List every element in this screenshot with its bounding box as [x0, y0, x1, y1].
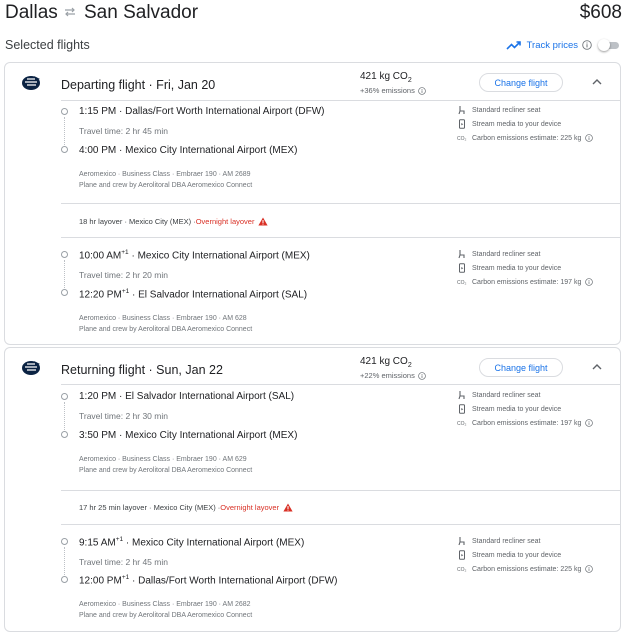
- operator-note: Plane and crew by Aerolitoral DBA Aeromexico Connect: [79, 182, 253, 189]
- chevron-up-icon[interactable]: [592, 78, 602, 85]
- phone-icon: [457, 119, 467, 129]
- amenity-seat: Standard recliner seat: [457, 104, 540, 116]
- departure-dot: [61, 393, 68, 400]
- amenity-emissions: CO₂ Carbon emissions estimate: 197 kg: [457, 276, 593, 288]
- trending-up-icon: [506, 39, 522, 51]
- phone-icon: [457, 404, 467, 414]
- operator-note: Plane and crew by Aerolitoral DBA Aeromexico Connect: [79, 326, 253, 333]
- travel-time: Travel time: 2 hr 20 min: [79, 270, 168, 280]
- arrival-row: 12:00 $PM^{+1}$ · Dallas/Fort Worth International Airport (DFW): [79, 574, 338, 587]
- total-price: $608: [579, 2, 622, 23]
- amenity-seat: Standard recliner seat: [457, 248, 540, 260]
- operator-note: Plane and crew by Aerolitoral DBA Aeromexico Connect: [79, 467, 253, 474]
- amenity-stream: Stream media to your device: [457, 549, 561, 561]
- destination-city: San Salvador: [84, 2, 199, 23]
- flight-details: Aeromexico · Business Class · Embraer 190 · AM 2682: [79, 601, 251, 608]
- divider: [61, 524, 620, 525]
- departure-row: 9:15 $AM^{+1}$ · Mexico City International Airport (MEX): [79, 536, 305, 549]
- departure-dot: [61, 251, 68, 258]
- chevron-up-icon[interactable]: [592, 363, 602, 370]
- amenity-emissions: CO₂ Carbon emissions estimate: 225 kg: [457, 563, 593, 575]
- arrival-row: 3:50 PM · Mexico City International Airport (MEX): [79, 430, 298, 441]
- co2-icon: [457, 133, 467, 143]
- travel-time: Travel time: 2 hr 45 min: [79, 126, 168, 136]
- route-line: [64, 547, 65, 575]
- info-icon[interactable]: [585, 419, 593, 427]
- co2-icon: [457, 418, 467, 428]
- info-icon[interactable]: [582, 40, 592, 50]
- departure-dot: [61, 108, 68, 115]
- co2-icon: [457, 277, 467, 287]
- amenity-stream: Stream media to your device: [457, 262, 561, 274]
- track-prices-control[interactable]: [506, 37, 620, 53]
- origin-city: Dallas: [5, 2, 58, 23]
- info-icon[interactable]: [418, 372, 426, 380]
- route-line: [64, 117, 65, 145]
- departure-row: 1:15 PM · Dallas/Fort Worth International Airport (DFW): [79, 106, 325, 117]
- co2-emissions: 421 kg $CO_2$: [360, 356, 412, 369]
- departing-flight-card: [4, 62, 621, 345]
- co2-emissions: 421 kg $CO_2$: [360, 71, 412, 84]
- aeromexico-logo-icon: [20, 358, 44, 378]
- divider: [61, 203, 620, 204]
- change-returning-flight-button[interactable]: Change flight: [479, 358, 563, 377]
- departing-flight-title: Departing flight · Fri, Jan 20: [61, 78, 216, 92]
- returning-flight-title: Returning flight · Sun, Jan 22: [61, 363, 223, 377]
- departure-row: 1:20 PM · El Salvador International Airport (SAL): [79, 391, 295, 402]
- divider: [61, 100, 620, 101]
- layover-info: 17 hr 25 min layover · Mexico City (MEX) · Overnight layover: [79, 503, 293, 512]
- flight-details: Aeromexico · Business Class · Embraer 190 · AM 2689: [79, 171, 251, 178]
- travel-time: Travel time: 2 hr 45 min: [79, 557, 168, 567]
- divider: [61, 237, 620, 238]
- warning-icon: [258, 217, 268, 226]
- arrival-dot: [61, 289, 68, 296]
- seat-icon: [457, 105, 467, 115]
- amenity-emissions: CO₂ Carbon emissions estimate: 197 kg: [457, 417, 593, 429]
- seat-icon: [457, 536, 467, 546]
- arrival-dot: [61, 431, 68, 438]
- aeromexico-logo-icon: [20, 73, 44, 93]
- amenity-emissions: CO₂ Carbon emissions estimate: 225 kg: [457, 132, 593, 144]
- returning-flight-card: [4, 347, 621, 632]
- arrival-row: 12:20 $PM^{+1} \cdot El$ Salvador International Airport (SAL): [79, 288, 308, 301]
- info-icon[interactable]: [585, 134, 593, 142]
- phone-icon: [457, 550, 467, 560]
- travel-time: Travel time: 2 hr 30 min: [79, 411, 168, 421]
- info-icon[interactable]: [418, 87, 426, 95]
- co2-icon: [457, 564, 467, 574]
- operator-note: Plane and crew by Aerolitoral DBA Aeromexico Connect: [79, 612, 253, 619]
- route-line: [64, 402, 65, 430]
- svg-text:CO₂: CO₂: [457, 567, 467, 573]
- info-icon[interactable]: [585, 278, 593, 286]
- divider: [61, 490, 620, 491]
- layover-info: 18 hr layover · Mexico City (MEX) · Overnight layover: [79, 217, 268, 226]
- seat-icon: [457, 390, 467, 400]
- departure-dot: [61, 538, 68, 545]
- arrival-dot: [61, 146, 68, 153]
- divider: [61, 384, 620, 385]
- arrival-dot: [61, 576, 68, 583]
- arrival-row: 4:00 PM · Mexico City International Airport (MEX): [79, 145, 298, 156]
- amenity-stream: Stream media to your device: [457, 403, 561, 415]
- info-icon[interactable]: [585, 565, 593, 573]
- emissions-delta: +36% emissions: [360, 86, 426, 95]
- track-prices-label: Track prices: [526, 39, 578, 51]
- flight-details: Aeromexico · Business Class · Embraer 190 · AM 628: [79, 315, 247, 322]
- emissions-delta: +22% emissions: [360, 371, 426, 380]
- amenity-stream: Stream media to your device: [457, 118, 561, 130]
- svg-text:CO₂: CO₂: [457, 280, 467, 286]
- track-prices-toggle[interactable]: [598, 39, 620, 51]
- change-departing-flight-button[interactable]: Change flight: [479, 73, 563, 92]
- trip-header: [0, 0, 626, 30]
- flight-details: Aeromexico · Business Class · Embraer 190 · AM 629: [79, 456, 247, 463]
- warning-icon: [283, 503, 293, 512]
- route-line: [64, 260, 65, 288]
- svg-text:CO₂: CO₂: [457, 421, 467, 427]
- selected-flights-heading: Selected flights: [5, 38, 90, 52]
- amenity-seat: Standard recliner seat: [457, 535, 540, 547]
- seat-icon: [457, 249, 467, 259]
- svg-text:CO₂: CO₂: [457, 136, 467, 142]
- phone-icon: [457, 263, 467, 273]
- amenity-seat: Standard recliner seat: [457, 389, 540, 401]
- swap-arrows-icon: [64, 6, 76, 18]
- departure-row: 10:00 $AM^{+1}$ · Mexico City International Airport (MEX): [79, 249, 310, 262]
